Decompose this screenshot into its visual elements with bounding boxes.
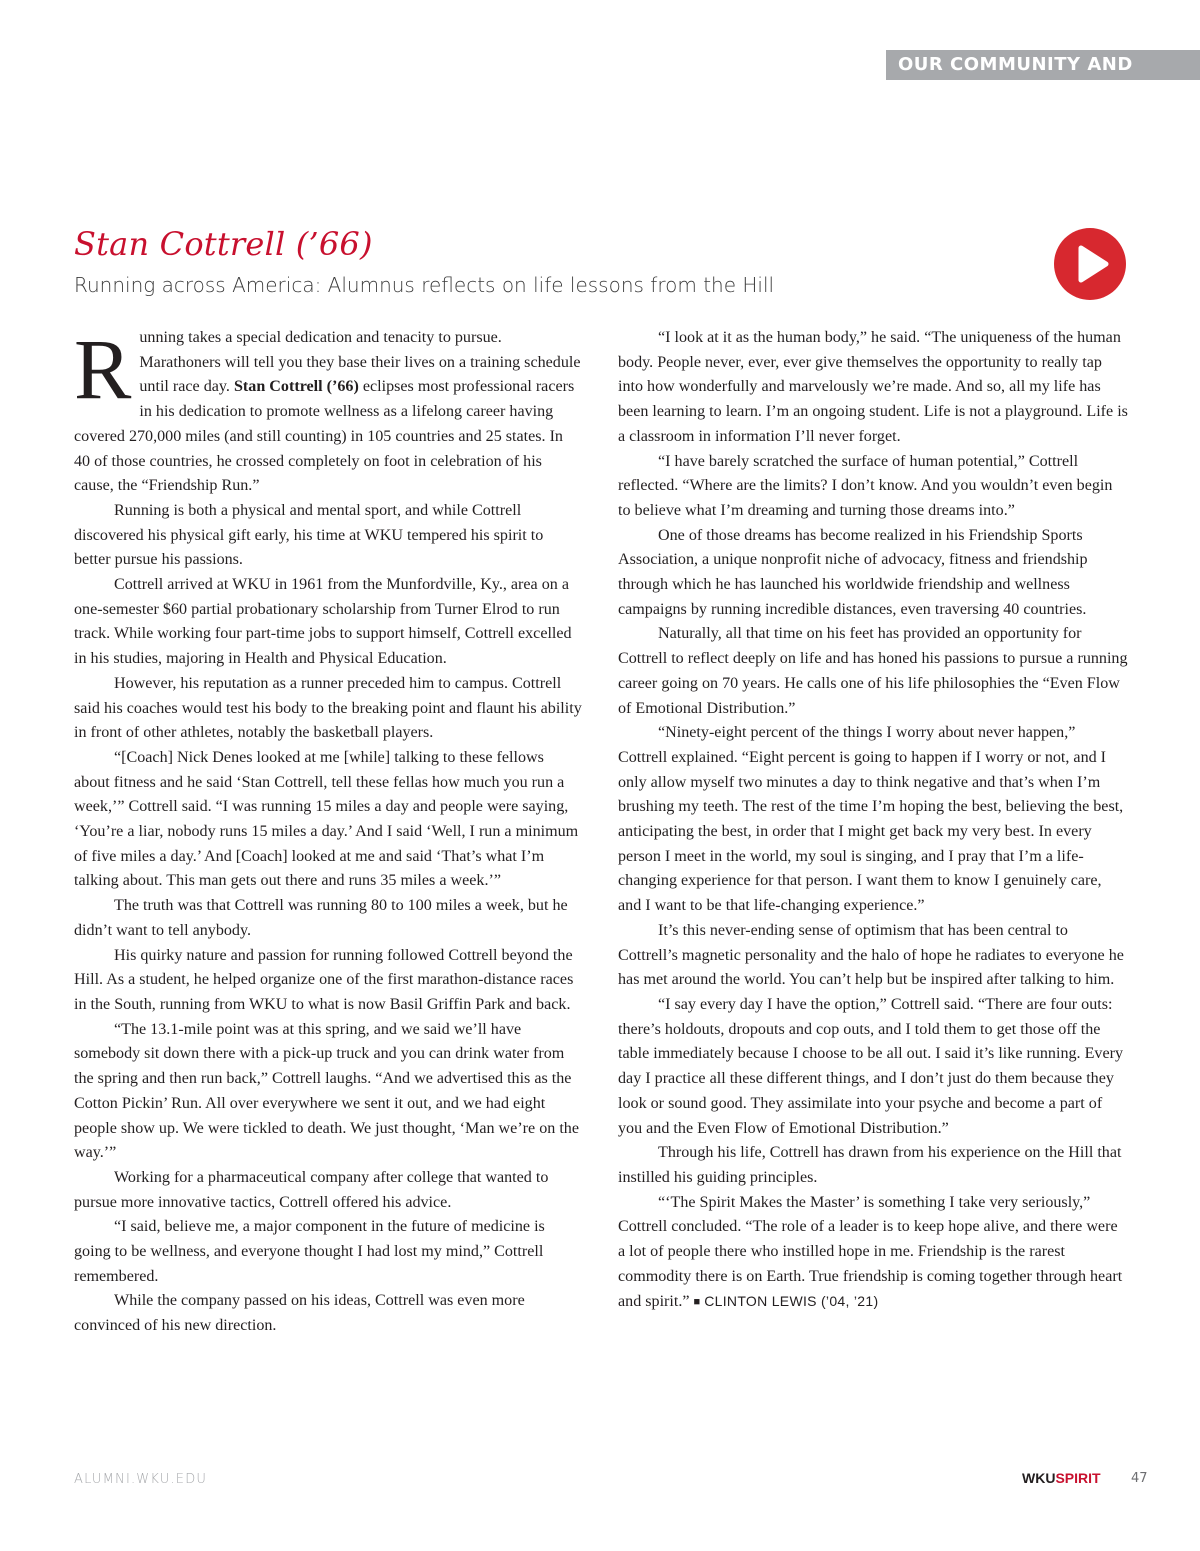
- article-title: Stan Cottrell (’66): [74, 225, 373, 263]
- paragraph-text: unning takes a special dedication and tenacity to pursue. Marathoners will tell you they base their lives on a training schedule until race day.: [139, 329, 581, 396]
- alumnus-name: Stan Cottrell (’66): [233, 378, 359, 396]
- footer-website: ALUMNI.WKU.EDU: [74, 1472, 208, 1487]
- article-column-left: [74, 321, 582, 1339]
- article-paragraph: “I look at it as the human body,” he said. “The uniqueness of the human body. People never, ever, ever give themselves the opportunity to really tap into how wonderfully and marvelously we’re made. And so, all my life has been learning to learn. I’m an ongoing student. Life is not a playground. Life is a classroom in information I’ll never forget.: [618, 329, 1128, 445]
- drop-cap: R: [74, 321, 132, 417]
- article-paragraph: “Ninety-eight percent of the things I worry about never happen,” Cottrell explained. “Eight percent is going to happen if I worry or not, and I only allow myself two minutes a day to think negative and that’s when I’m brushing my teeth. The rest of the time I’m hoping the best, believing the best, anticipating the best, in order that I might get back my very best. In every person I meet in the world, my soul is singing, and I pray that I’m a life-changing experience for that person. I want them to know I genuinely care, and I want to be that life-changing experience.”: [618, 724, 1124, 915]
- section-banner: OUR COMMUNITY AND BEYOND: [886, 50, 1200, 80]
- paragraph-text: “‘The Spirit Makes the Master’ is something I take very seriously,” Cottrell concluded. “The role of a leader is to keep hope alive, and there were a lot of people there who instilled hope in me. Friendship is the rarest commodity there is on Earth. True friendship is coming together through heart and spirit.”: [618, 1193, 1123, 1311]
- article-paragraph: His quirky nature and passion for running followed Cottrell beyond the Hill. As a student, he helped organize one of the first marathon-distance races in the South, running from WKU to what is now Basil Griffin Park and back.: [74, 946, 574, 1013]
- play-icon: [1054, 228, 1126, 300]
- page-number: 47: [1131, 1471, 1148, 1486]
- brand-spirit: SPIRIT: [1055, 1470, 1101, 1486]
- article-paragraph: Running is both a physical and mental sport, and while Cottrell discovered his physical gift early, his time at WKU tempered his spirit to better pursue his passions.: [74, 501, 544, 569]
- article-paragraph: The truth was that Cottrell was running 80 to 100 miles a week, but he didn’t want to tell anybody.: [74, 897, 568, 939]
- article-paragraph: While the company passed on his ideas, Cottrell was even more convinced of his new direction.: [74, 1292, 525, 1335]
- article-paragraph: However, his reputation as a runner preceded him to campus. Cottrell said his coaches would test his body to the breaking point and flaunt his ability in front of other athletes, notably the basketball players.: [74, 674, 582, 742]
- article-paragraph: “I say every day I have the option,” Cottrell said. “There are four outs: there’s holdouts, dropouts and cop outs, and I told them to get those off the table immediately because I choose to be all out. I said it’s like running. Every day I practice all these different things, and I don’t just do them because they look or sound good. They assimilate into your psyche and become a part of you and the Even Flow of Emotional Distribution.”: [618, 995, 1124, 1137]
- byline: CLINTON LEWIS (’04, ’21): [704, 1293, 879, 1310]
- article-paragraph: One of those dreams has become realized in his Friendship Sports Association, a unique nonprofit niche of advocacy, fitness and friendship through which he has launched his worldwide friendship and wellness campaigns by running incredible distances, even traversing 40 countries.: [618, 526, 1088, 618]
- article-paragraph: Naturally, all that time on his feet has provided an opportunity for Cottrell to reflect deeply on life and has honed his passions to pursue a running career going on 70 years. He calls one of his life philosophies the “Even Flow of Emotional Distribution.”: [618, 625, 1128, 717]
- article-paragraph: Through his life, Cottrell has drawn from his experience on the Hill that instilled his guiding principles.: [618, 1144, 1122, 1186]
- article-paragraph: Working for a pharmaceutical company after college that wanted to pursue more innovative tactics, Cottrell offered his advice.: [74, 1168, 549, 1211]
- article-paragraph: “[Coach] Nick Denes looked at me [while] talking to these fellows about fitness and he said ‘Stan Cottrell, tell these fellas how much you run a week,’” Cottrell said. “I was running 15 miles a day and people were saying, ‘You’re a liar, nobody runs 15 miles a day.’ And I said ‘Well, I run a minimum of five miles a day.’ And [Coach] looked at me and said ‘That’s what I’m talking about. This man gets out there and runs 35 miles a week.’”: [74, 748, 579, 890]
- footer-brand: [1022, 1470, 1101, 1486]
- byline-marker: ■: [693, 1296, 701, 1309]
- article-paragraph: “The 13.1-mile point was at this spring, and we said we’ll have somebody sit down there with a pick-up truck and you can drink water from the spring and then run back,” Cottrell laughs. “And we advertised this as the Cotton Pickin’ Run. All over everywhere we sent it out, and we had eight people show up. We were tickled to death. We just thought, ‘Man we’re on the way.’”: [74, 1020, 579, 1162]
- article-column-right: [618, 326, 1128, 1315]
- article-paragraph: “I said, believe me, a major component in the future of medicine is going to be wellness, and everyone thought I had lost my mind,” Cottrell remembered.: [74, 1218, 545, 1285]
- article-paragraph: Cottrell arrived at WKU in 1961 from the Munfordville, Ky., area on a one-semester $60 partial probationary scholarship from Turner Elrod to run track. While working four part-time jobs to support himself, Cottrell excelled in his studies, majoring in Health and Physical Education.: [74, 576, 572, 668]
- article-paragraph: [618, 1191, 1128, 1316]
- paragraph-text: eclipses most professional racers in his dedication to promote wellness as a lifelong career having covered 270,000 miles (and still counting) in 105 countries and 25 states. In 40 of those countries, he crossed completely on foot in celebration of his cause, the “Friendship Run.”: [74, 378, 575, 495]
- article-paragraph: It’s this never-ending sense of optimism that has been central to Cottrell’s magnetic personality and the halo of hope he radiates to everyone he has met around the world. You can’t help but be inspired after talking to him.: [618, 921, 1124, 989]
- article-paragraph: [74, 321, 582, 499]
- article-paragraph: “I have barely scratched the surface of human potential,” Cottrell reflected. “Where are the limits? I don’t know. And you wouldn’t even begin to believe what I’m dreaming and turning those dreams into.”: [618, 452, 1113, 519]
- play-video-button[interactable]: [1054, 228, 1126, 300]
- article-subtitle: Running across America: Alumnus reflects on life lessons from the Hill: [74, 273, 775, 297]
- brand-wku: WKU: [1022, 1470, 1056, 1486]
